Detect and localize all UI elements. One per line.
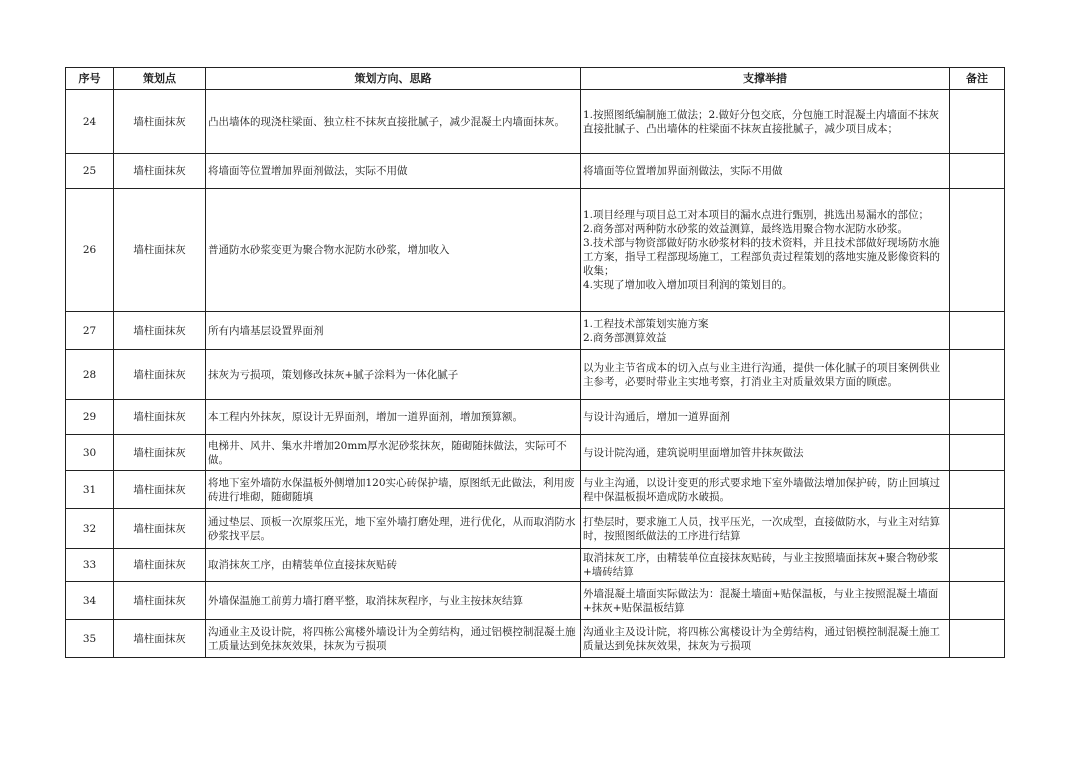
cell-seq[interactable]: 33 [66,549,114,582]
cell-direction[interactable]: 凸出墙体的现浇柱梁面、独立柱不抹灰直接批腻子，减少混凝土内墙面抹灰。 [206,90,581,154]
cell-remark[interactable] [950,620,1005,658]
table-row [66,400,1005,435]
cell-direction[interactable]: 取消抹灰工序，由精装单位直接抹灰贴砖 [206,549,581,582]
header-seq: 序号 [66,68,114,90]
table-row [66,189,1005,312]
cell-remark[interactable] [950,350,1005,400]
cell-remark[interactable] [950,400,1005,435]
table-row [66,350,1005,400]
cell-measures[interactable]: 沟通业主及设计院，将四栋公寓楼设计为全剪结构，通过铝模控制混凝土施工质量达到免抹灰效果，抹灰为亏损项 [581,620,950,658]
cell-remark[interactable] [950,549,1005,582]
spreadsheet-sheet [65,67,1004,658]
cell-direction[interactable]: 通过垫层、顶板一次原浆压光，地下室外墙打磨处理，进行优化，从而取消防水砂浆找平层。 [206,509,581,549]
cell-point[interactable]: 墙柱面抹灰 [114,620,206,658]
cell-measures[interactable]: 1.按照图纸编制施工做法；2.做好分包交底，分包施工时混凝土内墙面不抹灰直接批腻子、凸出墙体的柱梁面不抹灰直接批腻子，减少项目成本； [581,90,950,154]
cell-seq[interactable]: 28 [66,350,114,400]
cell-seq[interactable]: 32 [66,509,114,549]
cell-point[interactable]: 墙柱面抹灰 [114,90,206,154]
table-row [66,509,1005,549]
cell-point[interactable]: 墙柱面抹灰 [114,471,206,509]
cell-remark[interactable] [950,90,1005,154]
cell-direction[interactable]: 外墙保温施工前剪力墙打磨平整，取消抹灰程序，与业主按抹灰结算 [206,582,581,620]
table-row [66,435,1005,471]
cell-seq[interactable]: 30 [66,435,114,471]
cell-measures[interactable]: 与设计院沟通，建筑说明里面增加管井抹灰做法 [581,435,950,471]
cell-seq[interactable]: 34 [66,582,114,620]
cell-measures[interactable]: 取消抹灰工序，由精装单位直接抹灰贴砖，与业主按照墙面抹灰+聚合物砂浆+墙砖结算 [581,549,950,582]
table-row [66,312,1005,350]
table-row [66,549,1005,582]
cell-measures[interactable]: 1.工程技术部策划实施方案 2.商务部测算效益 [581,312,950,350]
cell-direction[interactable]: 沟通业主及设计院，将四栋公寓楼外墙设计为全剪结构，通过铝模控制混凝土施工质量达到免抹灰效果，抹灰为亏损项 [206,620,581,658]
header-measures: 支撑举措 [581,68,950,90]
cell-point[interactable]: 墙柱面抹灰 [114,435,206,471]
table-row [66,154,1005,189]
cell-seq[interactable]: 27 [66,312,114,350]
cell-point[interactable]: 墙柱面抹灰 [114,400,206,435]
cell-point[interactable]: 墙柱面抹灰 [114,549,206,582]
cell-measures[interactable]: 打垫层时，要求施工人员，找平压光，一次成型，直接做防水，与业主对结算时，按照图纸做法的工序进行结算 [581,509,950,549]
cell-remark[interactable] [950,582,1005,620]
cell-seq[interactable]: 29 [66,400,114,435]
cell-point[interactable]: 墙柱面抹灰 [114,509,206,549]
cell-point[interactable]: 墙柱面抹灰 [114,189,206,312]
cell-measures[interactable]: 与业主沟通，以设计变更的形式要求地下室外墙做法增加保护砖，防止回填过程中保温板损坏造成防水破损。 [581,471,950,509]
cell-remark[interactable] [950,154,1005,189]
cell-seq[interactable]: 25 [66,154,114,189]
table-row [66,90,1005,154]
cell-seq[interactable]: 24 [66,90,114,154]
cell-direction[interactable]: 所有内墙基层设置界面剂 [206,312,581,350]
table-row [66,471,1005,509]
cell-point[interactable]: 墙柱面抹灰 [114,350,206,400]
cell-remark[interactable] [950,509,1005,549]
header-point: 策划点 [114,68,206,90]
cell-point[interactable]: 墙柱面抹灰 [114,154,206,189]
cell-measures[interactable]: 与设计沟通后，增加一道界面剂 [581,400,950,435]
cell-direction[interactable]: 电梯井、风井、集水井增加20mm厚水泥砂浆抹灰，随砌随抹做法，实际可不做。 [206,435,581,471]
cell-seq[interactable]: 31 [66,471,114,509]
header-direction: 策划方向、思路 [206,68,581,90]
cell-direction[interactable]: 抹灰为亏损项，策划修改抹灰+腻子涂料为一体化腻子 [206,350,581,400]
cell-remark[interactable] [950,189,1005,312]
cell-measures[interactable]: 以为业主节省成本的切入点与业主进行沟通，提供一体化腻子的项目案例供业主参考，必要时带业主实地考察，打消业主对质量效果方面的顾虑。 [581,350,950,400]
cell-direction[interactable]: 本工程内外抹灰，原设计无界面剂，增加一道界面剂，增加预算额。 [206,400,581,435]
planning-table [65,67,1005,658]
cell-seq[interactable]: 26 [66,189,114,312]
cell-remark[interactable] [950,312,1005,350]
cell-point[interactable]: 墙柱面抹灰 [114,312,206,350]
cell-direction[interactable]: 将地下室外墙防水保温板外侧增加120实心砖保护墙，原图纸无此做法，利用废砖进行堆砌，随砌随填 [206,471,581,509]
cell-measures[interactable]: 外墙混凝土墙面实际做法为：混凝土墙面+贴保温板，与业主按照混凝土墙面+抹灰+贴保温板结算 [581,582,950,620]
header-row [66,68,1005,90]
header-remark: 备注 [950,68,1005,90]
cell-direction[interactable]: 普通防水砂浆变更为聚合物水泥防水砂浆，增加收入 [206,189,581,312]
cell-seq[interactable]: 35 [66,620,114,658]
cell-point[interactable]: 墙柱面抹灰 [114,582,206,620]
table-row [66,620,1005,658]
table-row [66,582,1005,620]
cell-remark[interactable] [950,435,1005,471]
cell-measures[interactable]: 将墙面等位置增加界面剂做法，实际不用做 [581,154,950,189]
cell-remark[interactable] [950,471,1005,509]
cell-measures[interactable]: 1.项目经理与项目总工对本项目的漏水点进行甄别，挑选出易漏水的部位； 2.商务部对两种防水砂浆的效益测算，最终选用聚合物水泥防水砂浆。 3.技术部与物资部做好防水砂浆材料的技术资料，并且技术部做好现场防水施工方案，指导工程部现场施工，工程部负责过程策划的落地实施及影像资料的收集； 4.实现了增加收入增加项目利润的策划目的。 [581,189,950,312]
cell-direction[interactable]: 将墙面等位置增加界面剂做法，实际不用做 [206,154,581,189]
